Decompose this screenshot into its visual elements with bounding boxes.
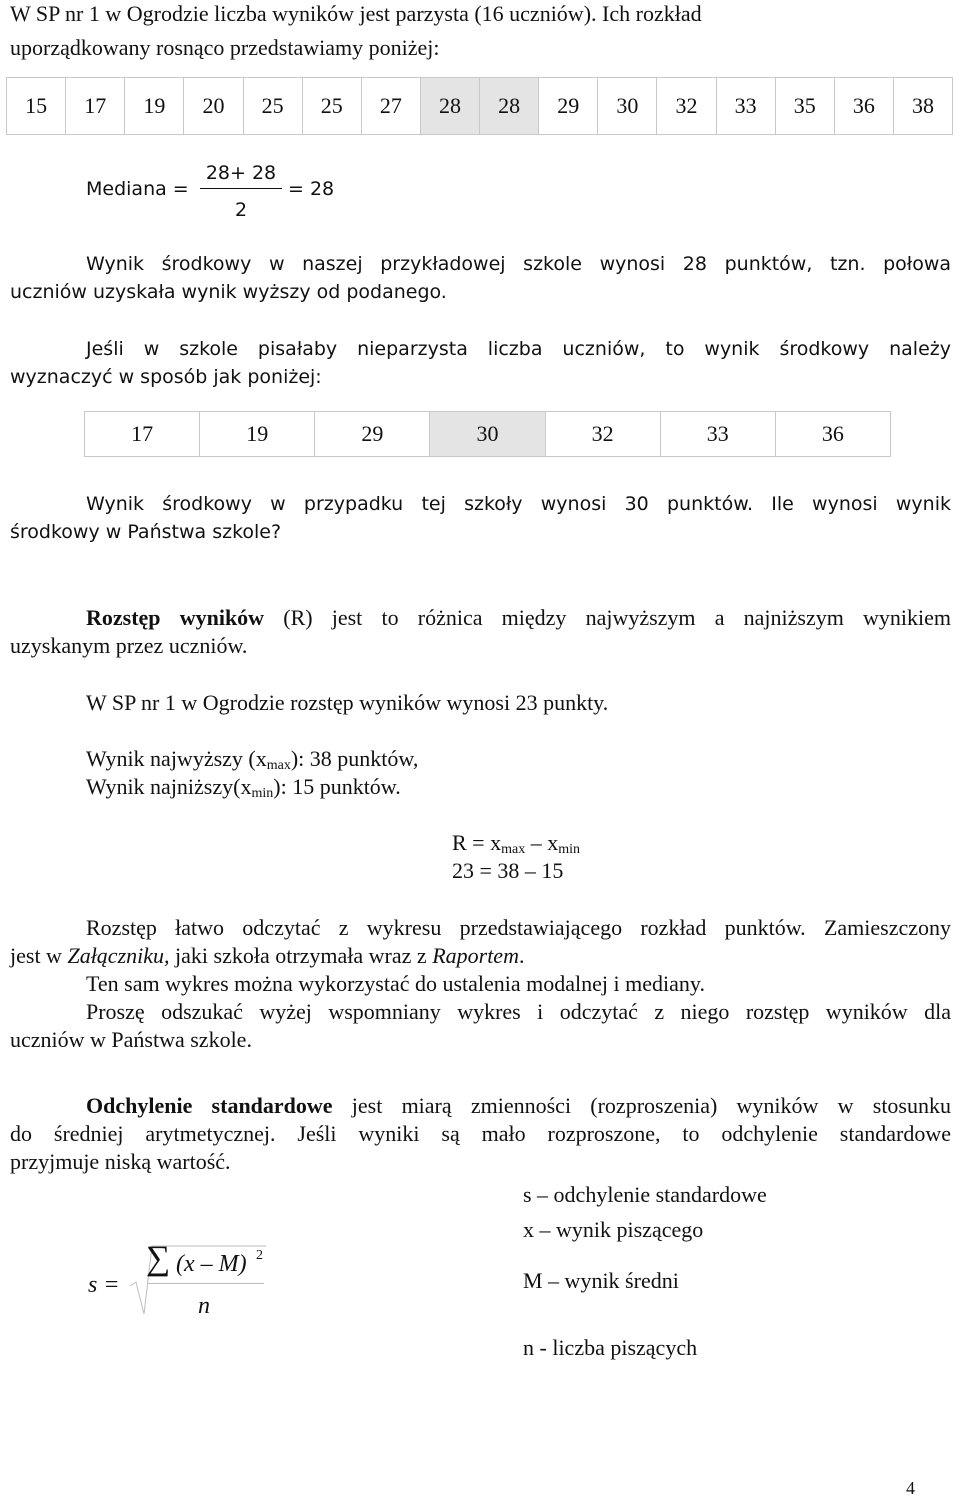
- range-text-line-2: [10, 942, 524, 970]
- score-cell: 35: [775, 78, 834, 135]
- score-cell: 30: [598, 78, 657, 135]
- attachment-ref: Załączniku,: [67, 943, 170, 968]
- std-definition: jest miarą zmienności (rozproszenia) wyników w stosunku: [332, 1093, 951, 1118]
- median-score-cell: 28: [480, 78, 539, 135]
- score-cell: 33: [660, 412, 775, 457]
- score-cell: 25: [243, 78, 302, 135]
- std-line-2: do średniej arytmetycznej. Jeśli wyniki są mało rozproszone, to odchylenie standardowe: [10, 1121, 951, 1146]
- legend-n: n - liczba piszących: [523, 1335, 698, 1360]
- text-span: .: [518, 943, 525, 968]
- median-text-line-1: Wynik środkowy w naszej przykładowej szkole wynosi 28 punktów, tzn. połowa: [86, 253, 951, 275]
- range-definition-line-2: uzyskanym przez uczniów.: [10, 633, 248, 658]
- median-score-cell: 28: [420, 78, 479, 135]
- std-term: Odchylenie standardowe: [86, 1093, 333, 1118]
- odd-result-line-1: Wynik środkowy w przypadku tej szkoły wynosi 30 punktów. Ile wynosi wynik: [86, 493, 951, 515]
- formula-r: R = x: [452, 830, 502, 855]
- sigma-symbol: ∑: [146, 1240, 171, 1277]
- std-formula-denominator: n: [198, 1293, 210, 1319]
- legend-s: s – odchylenie standardowe: [523, 1182, 767, 1207]
- score-cell: 32: [545, 412, 660, 457]
- score-cell: 27: [361, 78, 420, 135]
- range-formula-numeric: 23 = 38 – 15: [452, 858, 564, 883]
- formula-min-subscript: min: [558, 842, 580, 857]
- range-definition-line-1: [86, 604, 951, 632]
- formula-minus: – x: [525, 830, 559, 855]
- median-result: = 28: [288, 178, 335, 200]
- score-cell: 33: [716, 78, 775, 135]
- std-fraction-bar: [148, 1283, 264, 1284]
- median-text-line-2: uczniów uzyskała wynik wyższy od podanego.: [10, 281, 447, 303]
- odd-scores-table: [84, 411, 891, 457]
- legend-m: M – wynik średni: [523, 1268, 679, 1293]
- max-suffix: ): 38 punktów,: [290, 746, 419, 771]
- text-span: jaki szkoła otrzymała wraz z: [169, 943, 433, 968]
- std-formula-exponent: 2: [256, 1248, 263, 1263]
- max-prefix: Wynik najwyższy (x: [86, 746, 267, 771]
- score-cell: 17: [66, 78, 125, 135]
- intro-line-2: uporządkowany rosnąco przedstawiamy poniżej:: [10, 35, 440, 60]
- median-label: Mediana =: [86, 178, 189, 200]
- range-text-line-4: Proszę odszukać wyżej wspomniany wykres i odczytać z niego rozstęp wyników dla: [86, 999, 951, 1024]
- intro-line-1: W SP nr 1 w Ogrodzie liczba wyników jest parzysta (16 uczniów). Ich rozkład: [10, 1, 702, 26]
- odd-text-line-1: Jeśli w szkole pisałaby nieparzysta liczba uczniów, to wynik środkowy należy: [86, 338, 951, 360]
- range-example: W SP nr 1 w Ogrodzie rozstęp wyników wynosi 23 punkty.: [86, 690, 609, 715]
- std-formula-numerator: (x – M): [176, 1251, 247, 1277]
- even-scores-table: [6, 77, 953, 135]
- score-cell: 36: [775, 412, 890, 457]
- score-cell: 19: [200, 412, 315, 457]
- score-cell: 17: [85, 412, 200, 457]
- min-prefix: Wynik najniższy(x: [86, 774, 252, 799]
- median-denominator: 2: [234, 199, 248, 221]
- score-cell: 15: [7, 78, 66, 135]
- score-cell: 36: [834, 78, 893, 135]
- max-subscript: max: [266, 758, 291, 773]
- text-span: jest w: [10, 943, 68, 968]
- range-definition: (R) jest to różnica między najwyższym a najniższym wynikiem: [264, 605, 952, 630]
- median-score-cell: 30: [430, 412, 545, 457]
- median-fraction-bar: [200, 188, 282, 189]
- score-cell: 20: [184, 78, 243, 135]
- std-line-1: [86, 1092, 951, 1120]
- score-cell: 25: [302, 78, 361, 135]
- page-number: 4: [906, 1478, 915, 1498]
- score-cell: 29: [315, 412, 430, 457]
- score-cell: 29: [539, 78, 598, 135]
- report-ref: Raportem: [432, 943, 519, 968]
- score-cell: 19: [125, 78, 184, 135]
- median-numerator: 28+ 28: [205, 162, 277, 184]
- legend-x: x – wynik piszącego: [523, 1217, 704, 1242]
- range-text-line-1: Rozstęp łatwo odczytać z wykresu przedstawiającego rozkład punktów. Zamieszczony: [86, 915, 951, 940]
- formula-max-subscript: max: [501, 842, 526, 857]
- min-suffix: ): 15 punktów.: [273, 774, 401, 799]
- score-cell: 32: [657, 78, 716, 135]
- range-min-line: [86, 773, 401, 805]
- odd-result-line-2: środkowy w Państwa szkole?: [10, 521, 282, 543]
- score-cell: 38: [893, 78, 952, 135]
- min-subscript: min: [251, 786, 274, 801]
- odd-text-line-2: wyznaczyć w sposób jak poniżej:: [10, 366, 322, 388]
- range-term: Rozstęp wyników: [86, 605, 265, 630]
- range-text-line-3: Ten sam wykres można wykorzystać do ustalenia modalnej i mediany.: [86, 971, 705, 996]
- std-line-3: przyjmuje niską wartość.: [10, 1149, 231, 1174]
- range-text-line-5: uczniów w Państwa szkole.: [10, 1027, 252, 1052]
- std-formula-lhs: s =: [88, 1272, 120, 1298]
